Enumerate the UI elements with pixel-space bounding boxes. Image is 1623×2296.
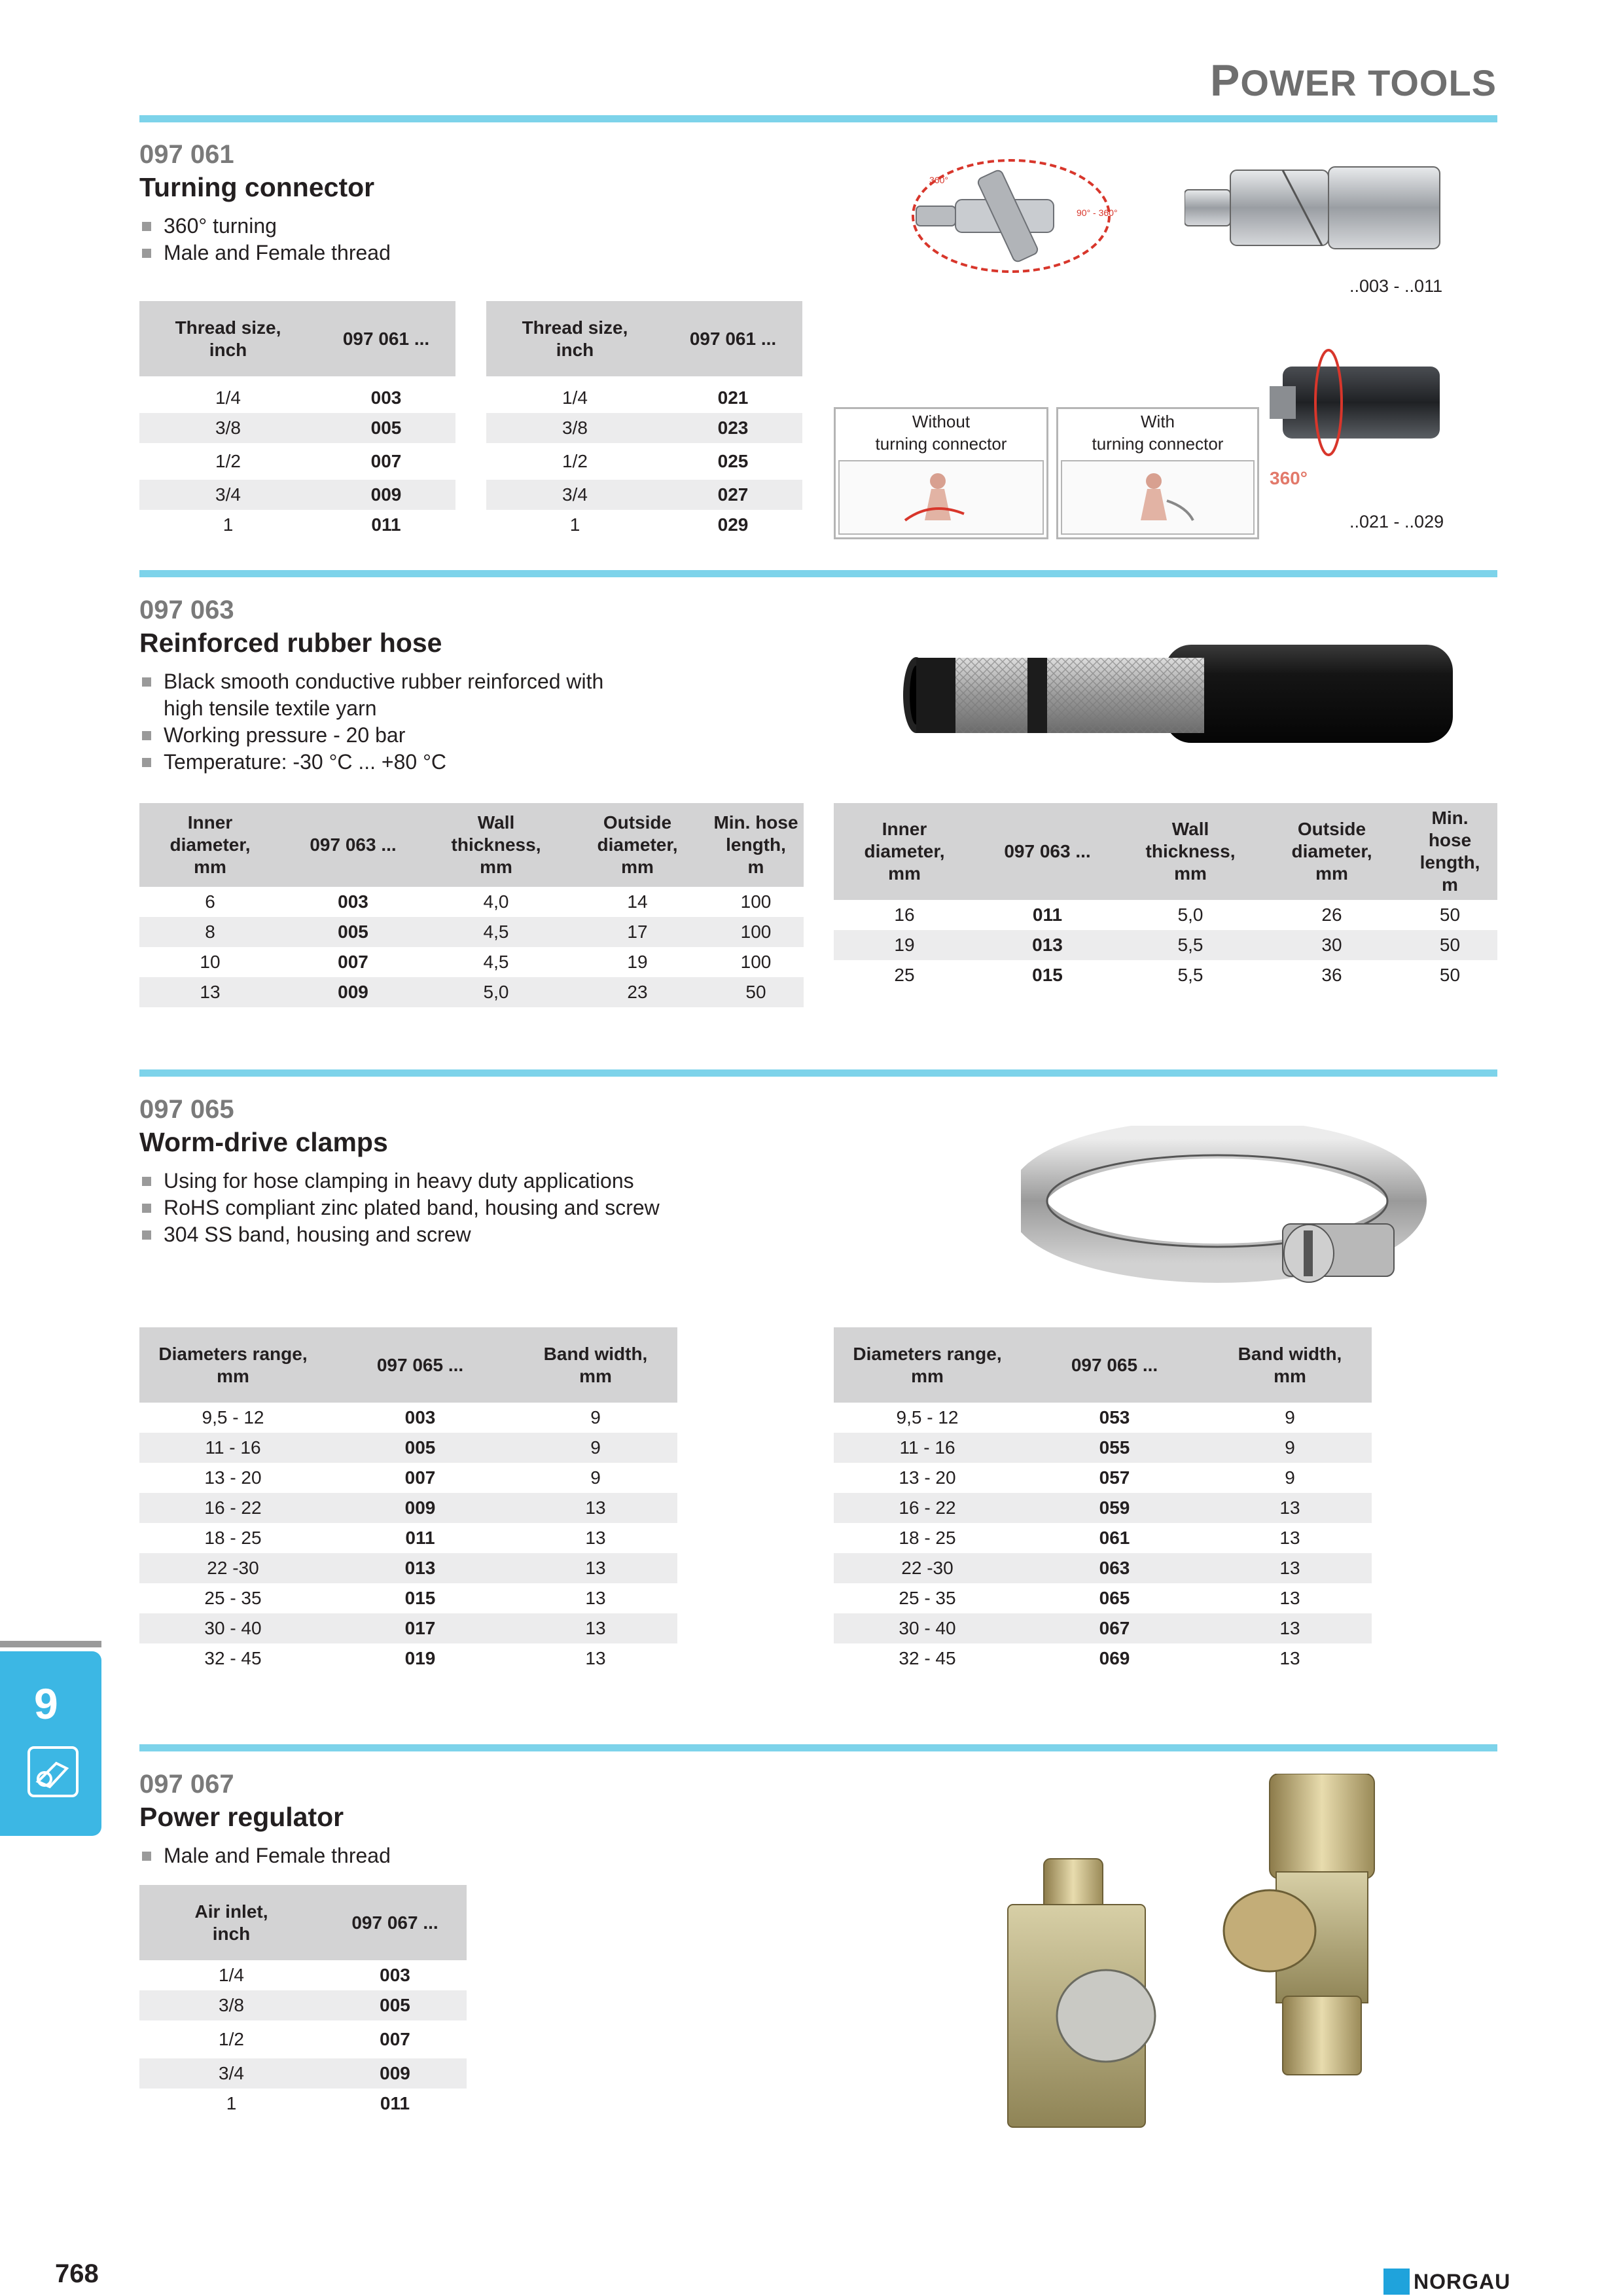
column-header: Min. hose length, m bbox=[708, 803, 804, 887]
table-row: 16 - 22 009 13 bbox=[139, 1493, 677, 1523]
table-row: 6 003 4,0 14 100 bbox=[205, 891, 772, 912]
chapter-tab-rule bbox=[0, 1641, 101, 1647]
table-row: 30 - 40 067 13 bbox=[834, 1613, 1372, 1643]
product-name: Turning connector bbox=[139, 172, 375, 202]
table-row: 25 - 35 065 13 bbox=[899, 1588, 1300, 1608]
column-header: Thread size, inch bbox=[486, 301, 664, 376]
section-title: POWER TOOLS bbox=[1210, 56, 1497, 105]
feature-item: Male and Female thread bbox=[141, 240, 664, 266]
table-row: 25 015 5,5 36 50 bbox=[894, 965, 1461, 985]
column-header: Band width, mm bbox=[1208, 1327, 1372, 1403]
column-header: Air inlet, inch bbox=[139, 1885, 323, 1960]
table-row: 9,5 - 12 003 9 bbox=[202, 1407, 601, 1427]
table-row: 1/4 003 bbox=[215, 387, 402, 408]
spec-table bbox=[834, 1327, 1372, 1674]
svg-text:360°: 360° bbox=[1270, 468, 1308, 488]
product-code: 097 065 bbox=[139, 1095, 234, 1124]
svg-text:360°: 360° bbox=[929, 175, 948, 185]
turning-connector-diagram-image bbox=[890, 144, 1132, 281]
table-row: 19 013 5,5 30 50 bbox=[834, 930, 1497, 960]
table-row: 32 - 45 069 13 bbox=[899, 1648, 1300, 1668]
table-row: 10 007 4,5 19 100 bbox=[200, 952, 772, 972]
column-header: Wall thickness, mm bbox=[425, 803, 567, 887]
image-caption: ..021 - ..029 bbox=[1349, 512, 1444, 531]
feature-item: Temperature: -30 °C ... +80 °C bbox=[141, 749, 625, 776]
column-header: 097 067 ... bbox=[323, 1885, 467, 1960]
page-number: 768 bbox=[55, 2259, 99, 2288]
comparison-without: Without turning connector bbox=[834, 407, 1048, 539]
column-header: 097 063 ... bbox=[281, 803, 425, 887]
column-header: Outside diameter, mm bbox=[567, 803, 708, 887]
table-row: 1/4 021 bbox=[562, 387, 749, 408]
spec-table bbox=[139, 301, 455, 540]
column-header: 097 061 ... bbox=[317, 301, 455, 376]
svg-text:90° - 360°: 90° - 360° bbox=[1077, 207, 1118, 218]
feature-item: Using for hose clamping in heavy duty applications bbox=[141, 1168, 730, 1194]
turning-connector-photo-image bbox=[1185, 160, 1446, 259]
table-row: 9,5 - 12 053 9 bbox=[896, 1407, 1295, 1427]
worker-tangled-hose-icon bbox=[840, 461, 1046, 536]
product-code: 097 067 bbox=[139, 1770, 234, 1799]
table-row: 8 005 4,5 17 100 bbox=[139, 917, 804, 947]
comparison-with: With turning connector bbox=[1056, 407, 1259, 539]
table-row: 18 - 25 011 13 bbox=[204, 1528, 606, 1548]
feature-item: 304 SS band, housing and screw bbox=[141, 1221, 730, 1248]
table-row: 1 011 bbox=[223, 514, 401, 535]
spec-table bbox=[139, 1885, 467, 2119]
feature-item: 360° turning bbox=[141, 213, 664, 240]
product-code: 097 061 bbox=[139, 140, 234, 169]
table-row: 1/2 007 bbox=[219, 2029, 410, 2049]
table-row: 3/4 027 bbox=[486, 480, 802, 510]
table-row: 3/8 005 bbox=[139, 413, 455, 443]
section-rule bbox=[139, 1069, 1497, 1077]
table-row: 3/4 009 bbox=[139, 2058, 467, 2089]
table-row: 1/2 007 bbox=[215, 451, 402, 471]
table-row: 1 029 bbox=[569, 514, 749, 535]
table-row: 25 - 35 015 13 bbox=[204, 1588, 606, 1608]
column-header: 097 065 ... bbox=[1021, 1327, 1208, 1403]
product-name: Power regulator bbox=[139, 1802, 344, 1832]
table-row: 3/4 009 bbox=[139, 480, 455, 510]
feature-item: Male and Female thread bbox=[141, 1842, 599, 1869]
table-row: 1/2 025 bbox=[562, 451, 749, 471]
column-header: Inner diameter, mm bbox=[834, 803, 975, 900]
section-rule bbox=[139, 570, 1497, 577]
table-row: 13 009 5,0 23 50 bbox=[139, 977, 804, 1007]
table-row: 13 - 20 057 9 bbox=[899, 1467, 1295, 1488]
spec-table bbox=[139, 803, 804, 1007]
section-rule bbox=[139, 115, 1497, 122]
column-header: Min. hose length, m bbox=[1402, 803, 1497, 900]
feature-list bbox=[141, 668, 625, 776]
feature-list bbox=[141, 1168, 730, 1248]
column-header: 097 063 ... bbox=[975, 803, 1120, 900]
rubber-hose-image bbox=[877, 638, 1466, 749]
column-header: 097 061 ... bbox=[664, 301, 802, 376]
turning-connector-360-image bbox=[1270, 327, 1453, 504]
feature-item: RoHS compliant zinc plated band, housing and screw bbox=[141, 1194, 730, 1221]
column-header: Diameters range, mm bbox=[139, 1327, 327, 1403]
brand-name: NORGAU bbox=[1414, 2270, 1511, 2293]
worker-free-hose-icon bbox=[1062, 461, 1257, 536]
worm-drive-clamp-image bbox=[1021, 1126, 1427, 1302]
column-header: Wall thickness, mm bbox=[1120, 803, 1261, 900]
column-header: Band width, mm bbox=[514, 1327, 677, 1403]
grinder-icon bbox=[27, 1746, 79, 1797]
image-caption: ..003 - ..011 bbox=[1349, 276, 1443, 296]
feature-list bbox=[141, 213, 664, 266]
table-row: 32 - 45 019 13 bbox=[204, 1648, 606, 1668]
table-row: 11 - 16 055 9 bbox=[834, 1433, 1372, 1463]
table-row: 3/8 005 bbox=[139, 1990, 467, 2020]
product-name: Reinforced rubber hose bbox=[139, 628, 442, 658]
table-row: 16 011 5,0 26 50 bbox=[894, 905, 1461, 925]
table-row: 22 -30 013 13 bbox=[139, 1553, 677, 1583]
chapter-number: 9 bbox=[34, 1679, 58, 1728]
spec-table bbox=[139, 1327, 677, 1674]
section-rule bbox=[139, 1744, 1497, 1751]
column-header: Diameters range, mm bbox=[834, 1327, 1021, 1403]
product-code: 097 063 bbox=[139, 596, 234, 624]
table-row: 22 -30 063 13 bbox=[834, 1553, 1372, 1583]
column-header: Thread size, inch bbox=[139, 301, 317, 376]
table-row: 16 - 22 059 13 bbox=[834, 1493, 1372, 1523]
power-regulator-image bbox=[982, 1774, 1466, 2140]
table-row: 11 - 16 005 9 bbox=[139, 1433, 677, 1463]
spec-table bbox=[834, 803, 1497, 990]
feature-item: Working pressure - 20 bar bbox=[141, 722, 625, 749]
spec-table bbox=[486, 301, 802, 540]
table-row: 30 - 40 017 13 bbox=[139, 1613, 677, 1643]
column-header: 097 065 ... bbox=[327, 1327, 514, 1403]
feature-item: Black smooth conductive rubber reinforced with high tensile textile yarn bbox=[141, 668, 625, 722]
column-header: Inner diameter, mm bbox=[139, 803, 281, 887]
brand-logo-mark bbox=[1383, 2269, 1410, 2295]
table-row: 13 - 20 007 9 bbox=[204, 1467, 601, 1488]
table-row: 1 011 bbox=[226, 2093, 410, 2113]
table-row: 1/4 003 bbox=[219, 1965, 410, 1985]
feature-list bbox=[141, 1842, 599, 1869]
table-row: 3/8 023 bbox=[486, 413, 802, 443]
column-header: Outside diameter, mm bbox=[1261, 803, 1402, 900]
product-name: Worm-drive clamps bbox=[139, 1127, 388, 1157]
table-row: 18 - 25 061 13 bbox=[899, 1528, 1300, 1548]
